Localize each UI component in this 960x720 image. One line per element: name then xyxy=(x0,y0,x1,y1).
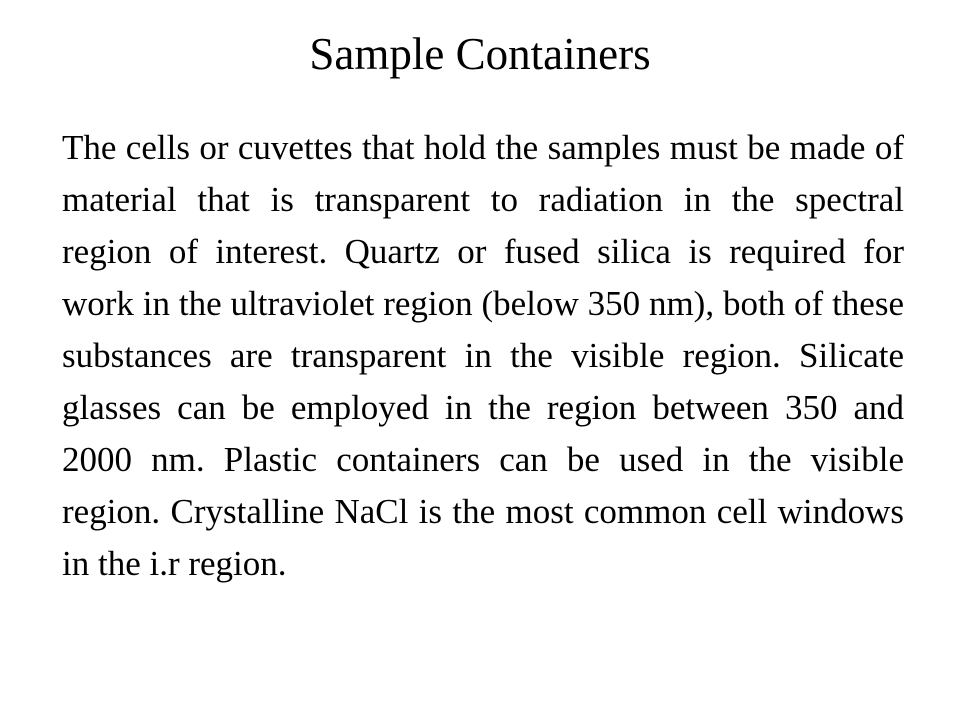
slide-title: Sample Containers xyxy=(309,29,651,79)
slide-body-text: The cells or cuvettes that hold the samples must be made of material that is transparent to radiation in the spectral region of interest. Quartz or fused silica is required for work in the ultraviolet region (below 350 nm), both of these substances are transparent in the visible region. Silicate glasses can be employed in the region between 350 and 2000 nm. Plastic containers can be used in the visible region. Crystalline NaCl is the most common cell windows in the i.r region. xyxy=(62,128,904,583)
